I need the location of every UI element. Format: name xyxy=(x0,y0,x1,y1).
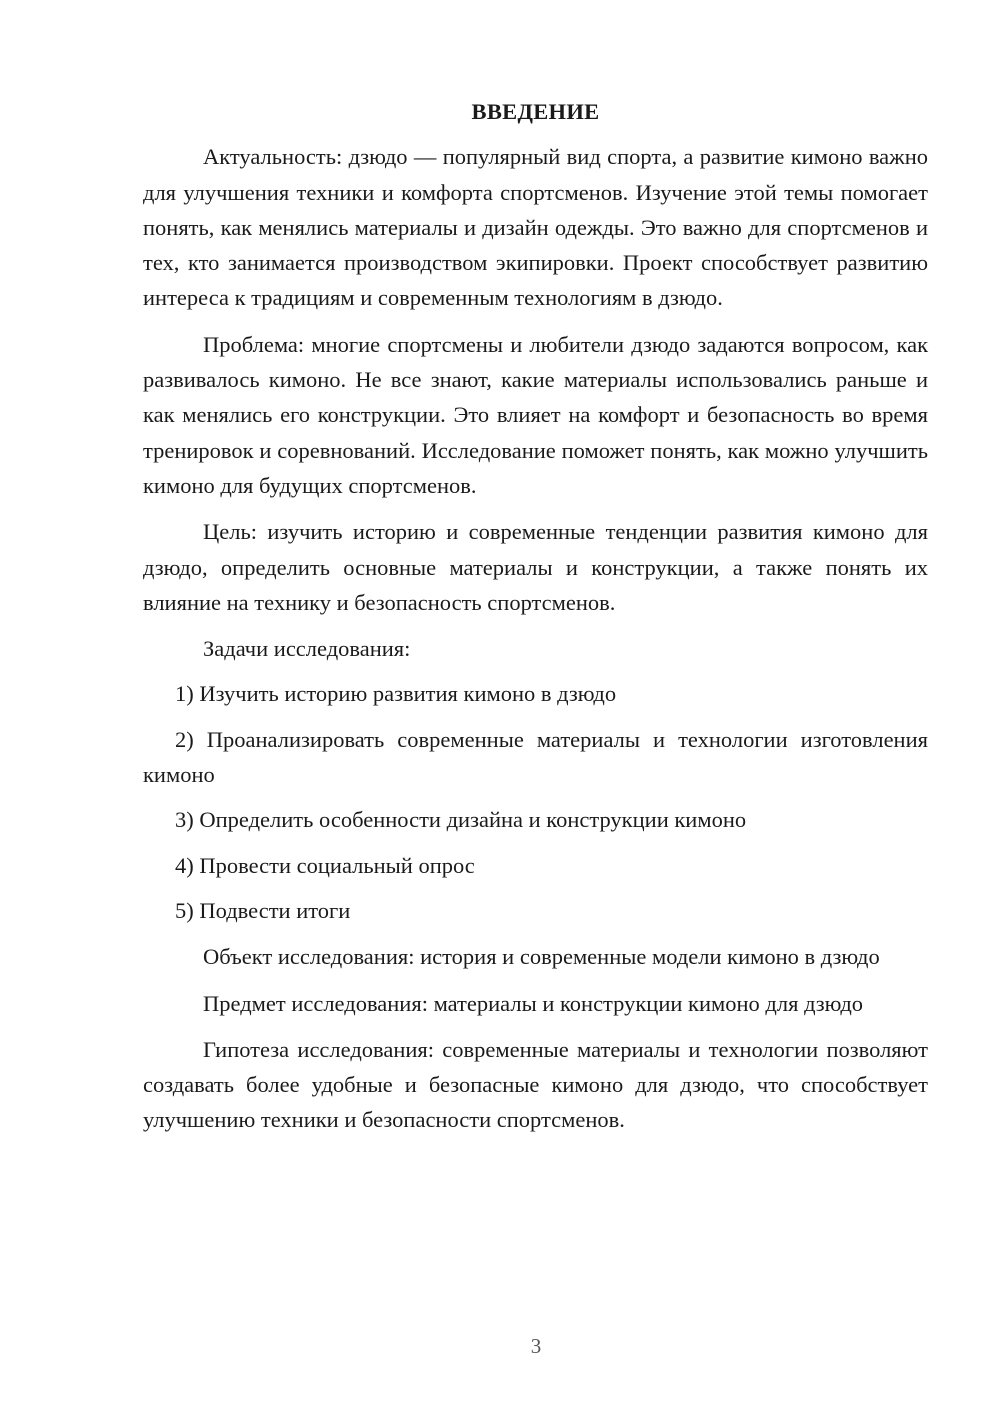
hypothesis-paragraph: Гипотеза исследования: современные материалы и технологии позволяют создавать более удобные и безопасные кимоно для дзюдо, что способствует улучшению техники и безопасности спортсменов. xyxy=(143,1036,928,1133)
tasks-title: Задачи исследования: xyxy=(203,636,411,662)
subject-paragraph: Предмет исследования: материалы и конструкции кимоно для дзюдо xyxy=(203,990,864,1016)
task-item-5: 5) Подвести итоги xyxy=(175,897,351,923)
task-item-2: 2) Проанализировать современные материалы и технологии изготовления кимоно xyxy=(143,726,928,788)
object-paragraph: Объект исследования: история и современные модели кимоно в дзюдо xyxy=(203,944,880,970)
relevance-paragraph: Актуальность: дзюдо — популярный вид спорта, а развитие кимоно важно для улучшения техники и комфорта спортсменов. Изучение этой темы помогает понять, как менялись материалы и дизайн одежды. Это важно для спортсменов и тех, кто занимается производством экипировки. Проект способствует развитию интереса к традициям и современным технологиям в дзюдо. xyxy=(143,144,928,311)
page-number: 3 xyxy=(530,1334,542,1358)
task-item-1: 1) Изучить историю развития кимоно в дзюдо xyxy=(175,681,617,707)
task-item-4: 4) Провести социальный опрос xyxy=(175,852,475,878)
problem-paragraph: Проблема: многие спортсмены и любители дзюдо задаются вопросом, как развивалось кимоно. Не все знают, какие материалы использовались раньше и как менялись его конструкции. Это влияет на комфорт и безопасность во время тренировок и соревнований. Исследование поможет понять, как можно улучшить кимоно для будущих спортсменов. xyxy=(143,331,928,498)
task-item-3: 3) Определить особенности дизайна и конструкции кимоно xyxy=(175,807,747,833)
section-heading: ВВЕДЕНИЕ xyxy=(471,99,600,124)
document-body xyxy=(143,94,928,1138)
goal-paragraph: Цель: изучить историю и современные тенденции развития кимоно для дзюдо, определить основные материалы и конструкции, а также понять их влияние на технику и безопасность спортсменов. xyxy=(143,519,928,615)
